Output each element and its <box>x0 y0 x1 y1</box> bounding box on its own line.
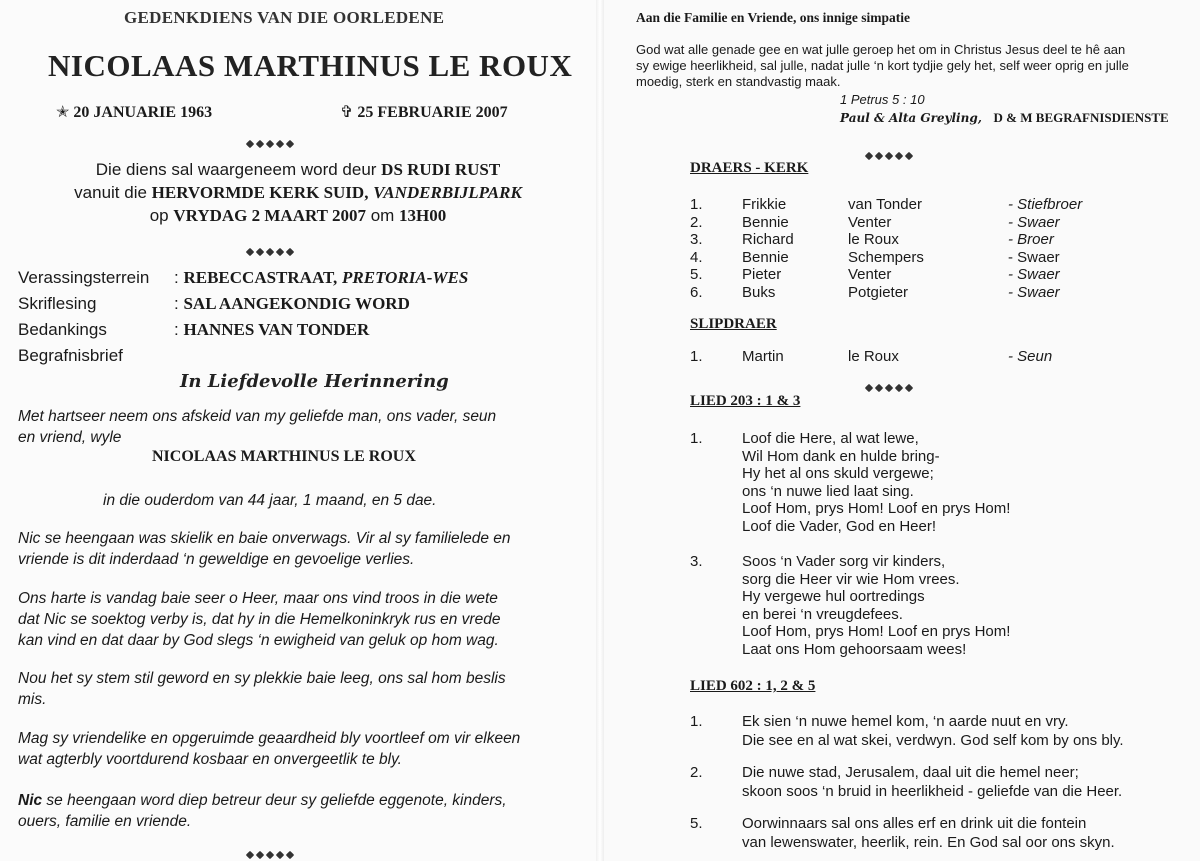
detail-label-funeral-letter: Begrafnisbrief <box>18 346 123 365</box>
paragraph-line: Mag sy vriendelike en opgeruimde geaardheid bly voortleef om vir elkeen <box>18 730 521 747</box>
paragraph-line: Nic se heengaan was skielik en baie onverwags. Vir al sy familielede en <box>18 530 511 547</box>
service-date: VRYDAG 2 MAART 2007 <box>173 206 366 225</box>
bearer-first-name: Pieter <box>742 266 782 284</box>
bearer-relation: - Swaer <box>1008 213 1060 231</box>
bearer-relation: - Swaer <box>1008 248 1060 266</box>
slip-bearer-last: le Roux <box>848 348 899 365</box>
bearer-last-name: van Tonder <box>848 196 922 213</box>
detail-label-thanks: Bedankings <box>18 320 107 339</box>
paragraph-line: mis. <box>18 691 47 708</box>
hymn-line: Wil Hom dank en hulde bring- <box>742 447 940 465</box>
nic-emphasis: Nic <box>18 792 43 809</box>
bearer-num: 6. <box>690 284 703 301</box>
hymn-line: skoon soos ‘n bruid in heerlikheid - geliefde van die Heer. <box>742 783 1123 800</box>
ornament-divider-icon <box>245 242 305 252</box>
paragraph-line: dat Nic se soektog verby is, dat hy in die Hemelkoninkryk rus en vrede <box>18 611 501 628</box>
bearer-first-name: Buks <box>742 284 776 301</box>
detail-value-cremation <box>174 268 468 288</box>
ornament-divider-icon <box>864 378 924 388</box>
hymn-line: Loof die Here, al wat lewe, <box>742 430 919 447</box>
minister-name: DS RUDI RUST <box>381 160 501 179</box>
slip-bearer-num: 1. <box>690 348 703 365</box>
star-icon: ✭ <box>56 104 70 121</box>
memorial-title: In Liefdevolle Herinnering <box>180 371 449 392</box>
hymn1-verse1-num: 1. <box>690 430 703 447</box>
hymn-line: en berei ‘n vreugdefees. <box>742 605 903 623</box>
bearer-first-name: Bennie <box>742 248 789 266</box>
service-text: op <box>149 206 169 225</box>
detail-separator: : <box>174 320 179 339</box>
detail-value-thanks <box>174 320 369 340</box>
sympathy-signature <box>840 110 1169 126</box>
paragraph-line: vriende is dit inderdaad ‘n geweldige en gevoelige verlies. <box>18 551 415 568</box>
service-line-2 <box>0 183 596 203</box>
verse-reference: 1 Petrus 5 : 10 <box>840 92 925 107</box>
bearer-relation: - Swaer <box>1008 284 1060 301</box>
paragraph-line: kan vind en dat daar by God slegs ‘n ewigheid van geluk op hom wag. <box>18 632 499 649</box>
hymn-line: Hy het al ons skuld vergewe; <box>742 465 934 483</box>
deceased-name-inline: NICOLAAS MARTHINUS LE ROUX <box>152 448 416 465</box>
hymn1-verse3-num: 3. <box>690 553 703 570</box>
page-gutter <box>596 0 604 861</box>
bearer-relation: - Stiefbroer <box>1008 196 1083 213</box>
cremation-street: REBECCASTRAAT, <box>183 268 338 287</box>
hymn-line: Laat ons Hom gehoorsaam wees! <box>742 641 967 658</box>
hymn-line: Die see en al wat skei, verdwyn. God self kom by ons bly. <box>742 732 1124 749</box>
church-town: VANDERBIJLPARK <box>373 183 522 202</box>
birth-date-line <box>56 102 212 122</box>
hymn2-heading: LIED 602 : 1, 2 & 5 <box>690 678 816 694</box>
bearer-num: 1. <box>690 196 703 213</box>
service-text: vanuit die <box>74 183 147 202</box>
reading-value: SAL AANGEKONDIG WORD <box>183 294 410 313</box>
service-text: Die diens sal waargeneem word deur <box>95 160 377 179</box>
paragraph-line: en vriend, wyle <box>18 429 122 446</box>
hymn1-heading: LIED 203 : 1 & 3 <box>690 393 801 409</box>
bearer-num: 2. <box>690 213 703 231</box>
paragraph-line: ouers, familie en vriende. <box>18 813 192 830</box>
memorial-header: GEDENKDIENS VAN DIE OORLEDENE <box>124 8 445 27</box>
service-time: 13H00 <box>399 206 447 225</box>
death-date-line <box>340 102 508 122</box>
service-text: om <box>370 206 395 225</box>
hymn-line: Oorwinnaars sal ons alles erf en drink uit die fontein <box>742 815 1087 832</box>
death-date: 25 FEBRUARIE 2007 <box>357 104 508 121</box>
detail-label-cremation: Verassingsterrein <box>18 268 150 287</box>
bearers-heading: DRAERS - KERK <box>690 160 809 176</box>
slip-bearer-heading: SLIPDRAER <box>690 316 777 332</box>
bearer-num: 4. <box>690 248 703 266</box>
hymn2-verse-num: 1. <box>690 713 703 730</box>
age-line: in die ouderdom van 44 jaar, 1 maand, en 5 dae. <box>103 492 437 509</box>
service-line-1 <box>0 160 596 180</box>
hymn-line: Soos ‘n Vader sorg vir kinders, <box>742 553 946 570</box>
hymn-line: Loof Hom, prys Hom! Loof en prys Hom! <box>742 500 1011 518</box>
hymn-line: Die nuwe stad, Jerusalem, daal uit die hemel neer; <box>742 764 1079 781</box>
detail-label-reading: Skriflesing <box>18 294 97 313</box>
paragraph-text: se heengaan word diep betreur deur sy geliefde eggenote, kinders, <box>42 792 507 809</box>
hymn2-verse-num: 2. <box>690 764 703 781</box>
ornament-divider-icon <box>864 146 924 156</box>
detail-separator: : <box>174 268 179 287</box>
slip-bearer-relation: - Seun <box>1008 348 1053 365</box>
sender-names: Paul & Alta Greyling, <box>840 111 982 125</box>
bearer-first-name: Frikkie <box>742 196 787 213</box>
hymn2-verse-num: 5. <box>690 815 703 832</box>
bearer-first-name: Richard <box>742 231 794 249</box>
hymn-line: Loof die Vader, God en Heer! <box>742 518 937 535</box>
cremation-area: PRETORIA-WES <box>342 268 469 287</box>
funeral-company: D & M BEGRAFNISDIENSTE <box>993 110 1169 125</box>
bearer-num: 5. <box>690 266 703 284</box>
hymn-line: sorg die Heer vir wie Hom vrees. <box>742 570 960 588</box>
sympathy-title: Aan die Familie en Vriende, ons innige simpatie <box>636 10 911 25</box>
left-page <box>0 0 596 861</box>
deceased-name: NICOLAAS MARTHINUS LE ROUX <box>48 48 573 83</box>
paragraph-line <box>18 790 507 811</box>
detail-separator: : <box>174 294 179 313</box>
bearer-first-name: Bennie <box>742 213 789 231</box>
sympathy-line: sy ewige heerlikheid, sal julle, nadat julle ‘n kort tydjie gely het, self weer oprig en julle <box>636 58 1129 73</box>
bearer-relation: - Broer <box>1008 231 1054 249</box>
paragraph-line: wat agterbly voortdurend kosbaar en onvergeetlik te bly. <box>18 751 402 768</box>
bearer-relation: - Swaer <box>1008 266 1060 284</box>
cross-icon: ✞ <box>340 104 354 121</box>
paragraph-line: Nou het sy stem stil geword en sy plekkie baie leeg, ons sal hom beslis <box>18 670 506 687</box>
slip-bearer-first: Martin <box>742 348 784 365</box>
bearer-last-name: Venter <box>848 213 892 231</box>
detail-value-reading <box>174 294 410 314</box>
right-page <box>604 0 1200 861</box>
paragraph-line: Met hartseer neem ons afskeid van my geliefde man, ons vader, seun <box>18 408 497 425</box>
hymn-line: Loof Hom, prys Hom! Loof en prys Hom! <box>742 623 1011 641</box>
birth-date: 20 JANUARIE 1963 <box>73 104 213 121</box>
sympathy-line: God wat alle genade gee en wat julle geroep het om in Christus Jesus deel te hê aan <box>636 42 1126 57</box>
service-line-3 <box>0 206 596 226</box>
church-name: HERVORMDE KERK SUID, <box>151 183 369 202</box>
hymn-line: Ek sien ‘n nuwe hemel kom, ‘n aarde nuut en vry. <box>742 713 1069 730</box>
bearer-last-name: Schempers <box>848 248 924 266</box>
ornament-divider-icon <box>245 845 305 855</box>
thanks-value: HANNES VAN TONDER <box>183 320 370 339</box>
hymn-line: van lewenswater, heerlik, rein. En God sal oor ons skyn. <box>742 834 1115 851</box>
hymn-line: ons ‘n nuwe lied laat sing. <box>742 482 914 500</box>
sympathy-line: moedig, sterk en standvastig maak. <box>636 74 841 89</box>
hymn-line: Hy vergewe hul oortredings <box>742 588 925 606</box>
paragraph-line: Ons harte is vandag baie seer o Heer, maar ons vind troos in die wete <box>18 590 498 607</box>
bearer-last-name: Venter <box>848 266 892 284</box>
ornament-divider-icon <box>245 134 305 144</box>
bearer-last-name: Potgieter <box>848 284 909 301</box>
bearer-last-name: le Roux <box>848 231 899 249</box>
bearer-num: 3. <box>690 231 703 249</box>
